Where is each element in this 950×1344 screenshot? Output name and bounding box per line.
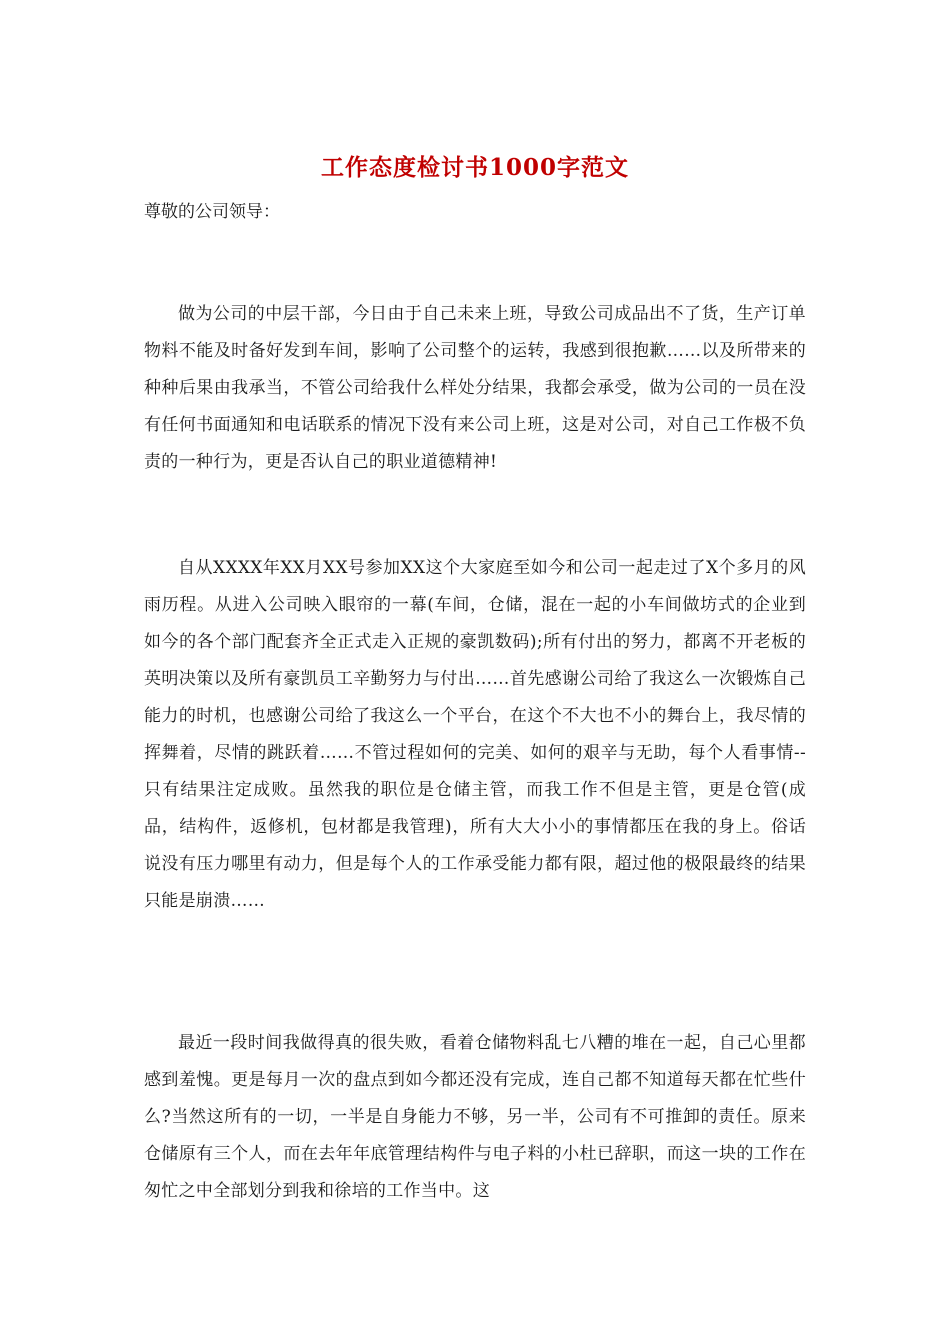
paragraph-1: 做为公司的中层干部，今日由于自己未来上班，导致公司成品出不了货，生产订单物料不能及时备好发到车间，影响了公司整个的运转，我感到很抱歉……以及所带来的种种后果由我承当，不管公司给我什么样处分结果，我都会承受，做为公司的一员在没有任何书面通知和电话联系的情况下没有来公司上班，这是对公司，对自己工作极不负责的一种行为，更是否认自己的职业道德精神!: [144, 304, 806, 472]
document-title: 工作态度检讨书1000字范文: [320, 154, 629, 181]
paragraph-2: 自从XXXX年XX月XX号参加XX这个大家庭至如今和公司一起走过了X个多月的风雨历程。从进入公司映入眼帘的一幕(车间，仓储，混在一起的小车间做坊式的企业到如今的各个部门配套齐全正式走入正规的豪凯数码);所有付出的努力，都离不开老板的英明决策以及所有豪凯员工辛勤努力与付出……首先感谢公司给了我这么一次锻炼自己能力的时机，也感谢公司给了我这么一个平台，在这个不大也不小的舞台上，我尽情的挥舞着，尽情的跳跃着……不管过程如何的完美、如何的艰辛与无助，每个人看事情--只有结果注定成败。虽然我的职位是仓储主管，而我工作不但是主管，更是仓管(成品，结构件，返修机，包材都是我管理)，所有大大小小的事情都压在我的身上。俗话说没有压力哪里有动力，但是每个人的工作承受能力都有限，超过他的极限最终的结果只能是崩溃……: [144, 558, 806, 911]
paragraph-3: 最近一段时间我做得真的很失败，看着仓储物料乱七八糟的堆在一起，自己心里都感到羞愧。更是每月一次的盘点到如今都还没有完成，连自己都不知道每天都在忙些什么?当然这所有的一切，一半是自身能力不够，另一半，公司有不可推卸的责任。原来仓储原有三个人，而在去年年底管理结构件与电子料的小杜已辞职，而这一块的工作在匆忙之中全部划分到我和徐培的工作当中。这: [144, 1033, 806, 1201]
salutation: 尊敬的公司领导：: [144, 202, 280, 222]
